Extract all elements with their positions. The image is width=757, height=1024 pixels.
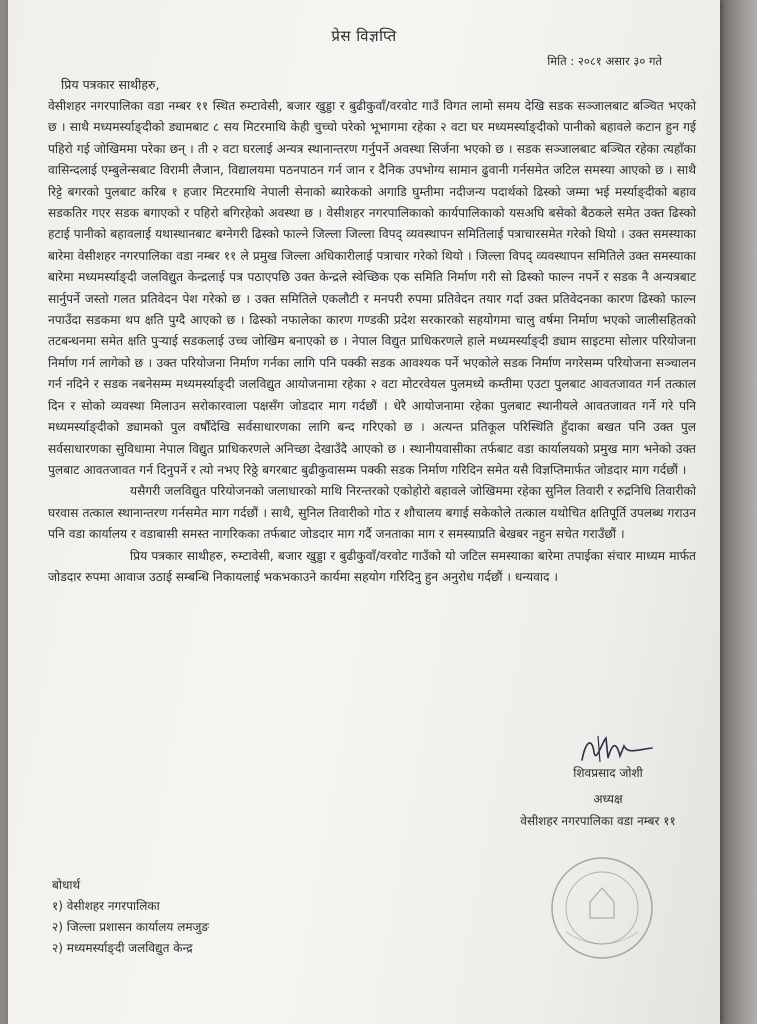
cc-item: २) जिल्ला प्रशासन कार्यालय लमजुङ (52, 920, 210, 934)
office-stamp (546, 852, 658, 964)
signer-organization: वेसीशहर नगरपालिका वडा नम्बर ११ (520, 814, 676, 828)
salutation: प्रिय पत्रकार साथीहरु, (61, 77, 160, 92)
body-paragraph-1: वेसीशहर नगरपालिका वडा नम्बर ११ स्थित रुम्टावेसी, बजार खुड्डा र बुढीकुवाँ/वरवोट गाउँ विगत लामो समय देखि सडक सञ्जालबाट बञ्चित भएको छ । साथै मध्यमर्स्याङ्दीको ड्यामबाट ८ सय मिटरमाथि केही चुच्चो परेको भूभागमा रहेका २ वटा घर मध्यमर्स्याङ्दीको पानीको बहावले कटान हुन गई पहिरो गई जोखिममा परेका छन् । ती २ वटा घरलाई अन्यत्र स्थानान्तरण गर्नुपर्ने अवस्था सिर्जना भएको छ । सडक सञ्जालबाट बञ्चित रहेका त्यहाँका वासिन्दलाई एम्बुलेन्सबाट विरामी लैजान, विद्यालयमा पठनपाठन गर्न जान र दैनिक उपभोग्य सामान ढुवानी गर्नसमेत जटिल समस्या आएको छ । साथै रिट्टे बगरको पुलबाट करिब १ हजार मिटरमाथि नेपाली सेनाको ब्यारेकको अगाडि घुम्तीमा नदीजन्य पदार्थको ढिस्को जम्मा भई मर्स्याङ्दीको बहाव सडकतिर गएर सडक बगाएको र पहिरो बगिरहेको अवस्था छ । वेसीशहर नगरपालिकाको कार्यपालिकाको यसअघि बसेको बैठकले समेत उक्त ढिस्को हटाई पानीको बहावलाई यथास्थानबाट बग्नेगरी ढिस्को फाल्ने जिल्ला जिल्ला विपद् व्यवस्थापन समितिलाई पत्राचारसमेत गरेको थियो । उक्त समस्याका बारेमा वेसीशहर नगरपालिका वडा नम्बर ११ ले प्रमुख जिल्ला अधिकारीलाई पत्राचार गरेको थियो । जिल्ला विपद् व्यवस्थापन समितिले उक्त समस्याका बारेमा मध्यमर्स्याङ्दी जलविद्युत केन्द्रलाई पत्र पठाएपछि उक्त केन्द्रले स्वेच्छिक एक समिति निर्माण गरी सो ढिस्को फाल्न नपर्ने र सडक नै अन्यत्रबाट सार्नुपर्ने जस्तो गलत प्रतिवेदन पेश गरेको छ । उक्त समितिले एकलौटी र मनपरी रुपमा प्रतिवेदन तयार गर्दा उक्त प्रतिवेदनका कारण ढिस्को फाल्न नपाउँदा सडकमा थप क्षति पुग्दै आएको छ । ढिस्को नफालेका कारण गण्डकी प्रदेश सरकारको सहयोगमा चालु वर्षमा निर्माण भएको जालीसहितको तटबन्धनमा समेत क्षति पुऱ्याई सडकलाई उच्च जोखिम बनाएको छ । नेपाल विद्युत प्राधिकरणले हाले मध्यमर्स्याङ्दी ड्याम साइटमा सोलार परियोजना निर्माण गर्न लागेको छ । उक्त परियोजना निर्माण गर्नका लागि पनि पक्की सडक आवश्यक पर्ने भएकोले सडक निर्माण नगरेसम्म परियोजना सञ्चालन गर्न नदिने र सडक नबनेसम्म मध्यमर्स्याङ्दी जलविद्युत आयोजनामा रहेका २ वटा मोटरवेयल पुलमध्ये कम्तीमा एउटा पुलबाट आवतजावत गर्न तत्काल दिन र सोको व्यवस्था मिलाउन सरोकारवाला पक्षसँग जोडदार माग गर्दछौं । धेरै आयोजनामा रहेका पुलबाट स्थानीयले आवतजावत गर्ने गरे पनि मध्यमर्स्याङ्दीको ड्यामको पुल वर्षौंदेखि सर्वसाधारणका लागि बन्द गरिएको छ । अत्यन्त प्रतिकूल परिस्थिति हुँदाका बखत पनि उक्त पुल सर्वसाधारणका सुविधामा नेपाल विद्युत प्राधिकरणले अनिच्छा देखाउँदै आएको छ । स्थानीयवासीका तर्फबाट वडा कार्यालयको प्रमुख माग भनेको उक्त पुलबाट आवतजावत गर्न दिनुपर्ने र त्यो नभए रिठ्ठे बगरबाट बुढीकुवासम्म पक्की सडक निर्माण गरिदिन समेत यसै विज्ञप्तिमार्फत जोडदार माग गर्दछौं । (48, 99, 696, 477)
page-edge-shadow (720, 0, 757, 1024)
document-date: मिति : २०८१ असार ३० गते (547, 54, 662, 68)
body-paragraph-2: यसैगरी जलविद्युत परियोजनको जलाधारको माथि निरन्तरको एकोहोरो बहावले जोखिममा रहेका सुनिल तिवारी र रुद्रनिधि तिवारीको घरवास तत्काल स्थानान्तरण गर्नसमेत माग गर्दछौं । साथै, सुनिल तिवारीको गोठ र शौचालय बगाई सकेकोले तत्काल यथोचित क्षतिपूर्ति उपलब्ध गराउन पनि वडा कार्यालय र वडाबासी समस्त नागरिकका तर्फबाट जोडदार माग गर्दै जनताका माग र समस्याप्रति बेखबर नहुन सचेत गराउँछौं । (48, 484, 696, 542)
signer-name: शिवप्रसाद जोशी (573, 766, 643, 780)
body-paragraph-3: प्रिय पत्रकार साथीहरु, रुम्टावेसी, बजार खुड्डा र बुढीकुवाँ/वरवोट गाउँको यो जटिल समस्याका बारेमा तपाईका संचार माध्यम मार्फत जोडदार रुपमा आवाज उठाई सम्बन्धि निकायलाई भकभकाउने कार्यमा सहयोग गरिदिनु हुन अनुरोध गर्दछौं । धन्यवाद । (48, 548, 696, 584)
document-title: प्रेस विज्ञप्ति (331, 27, 397, 45)
signer-role: अध्यक्ष (593, 792, 623, 806)
cc-items (52, 896, 209, 959)
cc-item: २) मध्यमर्स्याङ्दी जलविद्युत केन्द्र (52, 941, 193, 955)
cc-item: १) वेसीशहर नगरपालिका (52, 899, 160, 913)
press-release-page (8, 0, 720, 1024)
cc-heading: बोधार्थ (52, 878, 81, 892)
cc-list (52, 875, 209, 959)
document-body (48, 96, 696, 588)
